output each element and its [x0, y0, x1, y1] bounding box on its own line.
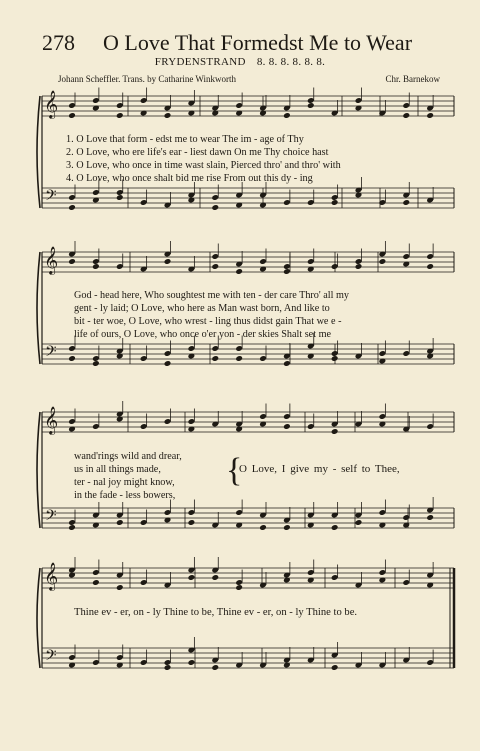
system4-bass-clef-icon: 𝄢: [45, 647, 57, 668]
system2-bass-note: [211, 355, 219, 362]
system2-bass-note: [283, 360, 291, 367]
system1-verse3: 3. O Love, who once in time wast slain, Pierced thro' and thro' with: [66, 160, 341, 171]
system2-bass-note: [164, 360, 172, 367]
system2-verse1: God - head here, Who soughtest me with ten - der care Thro' all my: [74, 290, 350, 301]
system4-line: Thine ev - er, on - ly Thine to be, Thine ev - er, on - ly Thine to be.: [74, 607, 358, 618]
system2-bass-note: [235, 355, 243, 362]
system2-treble-note: [68, 258, 76, 265]
system3-bass-note: [188, 519, 196, 526]
system4-treble-note: [188, 574, 196, 581]
refrain-line: O Love, I give my - self to Thee,: [239, 463, 400, 475]
system1-bass-note: [116, 194, 124, 201]
system1-treble-note: [402, 112, 410, 119]
system3-bass-note: [116, 519, 124, 526]
system2-treble-note: [355, 263, 363, 270]
system3-bass-clef-icon: 𝄢: [45, 507, 57, 528]
system3-verse1: wand'rings wild and drear,: [74, 451, 182, 462]
system3-treble-note: [331, 428, 339, 435]
tune-name: FRYDENSTRAND: [154, 56, 246, 68]
system4-bass-note: [211, 664, 219, 671]
system1-treble-note: [283, 112, 291, 119]
system3-verse3: ter - nal joy might know,: [74, 477, 175, 488]
system2-bass-note: [68, 355, 76, 362]
refrain-brace: {: [226, 452, 243, 489]
system2-treble-note: [235, 268, 243, 275]
system2-treble-note: [379, 258, 387, 265]
system1-treble-note: [164, 112, 172, 119]
system2-verse4: life of ours, O Love, who once o'er yon - der skies Shalt set me: [74, 329, 332, 340]
system1-bass-note: [402, 199, 410, 206]
system3-bass-note: [426, 514, 434, 521]
system1-treble-note: [116, 112, 124, 119]
system3-treble-note: [283, 423, 291, 430]
system2-bass-note: [331, 355, 339, 362]
system1-brace: [37, 96, 40, 208]
system3-bass-note: [331, 524, 339, 531]
system1-verse1: 1. O Love that form - edst me to wear The im - age of Thy: [66, 134, 304, 145]
system2-treble-note: [164, 258, 172, 265]
system3-treble-clef-icon: 𝄞: [44, 406, 59, 434]
system2-brace: [37, 252, 40, 364]
system4-brace: [37, 568, 40, 668]
system4-treble-clef-icon: 𝄞: [44, 562, 59, 590]
system1-bass-note: [68, 204, 76, 211]
system2-treble-clef-icon: 𝄞: [44, 246, 59, 274]
system3-bass-note: [283, 524, 291, 531]
system3-bass-note: [68, 524, 76, 531]
system2-bass-note: [92, 360, 100, 367]
system4-bass-note: [188, 659, 196, 666]
system4-treble-note: [92, 579, 100, 586]
system1-treble-note: [426, 112, 434, 119]
author-credit: Johann Scheffler. Trans. by Catharine Winkworth: [58, 74, 237, 84]
system1-verse2: 2. O Love, who ere life's ear - liest dawn On me Thy choice hast: [66, 147, 329, 158]
system1-verse4: 4. O Love, who once shalt bid me rise From out this dy - ing: [66, 173, 313, 184]
system1-bass-note: [331, 199, 339, 206]
system2-treble-note: [211, 263, 219, 270]
system4-bass-note: [331, 664, 339, 671]
system4-treble-note: [235, 584, 243, 591]
system3-verse4: in the fade - less bowers,: [74, 490, 176, 501]
system3-bass-note: [259, 524, 267, 531]
system2-treble-note: [426, 263, 434, 270]
hymn-number: 278: [42, 30, 75, 55]
system1-treble-note: [68, 112, 76, 119]
system2-verse3: bit - ter woe, O Love, who wrest - ling thus didst gain That we e -: [74, 316, 342, 327]
system2-treble-note: [92, 263, 100, 270]
composer-credit: Chr. Barnekow: [385, 74, 440, 84]
system1-bass-clef-icon: 𝄢: [45, 187, 57, 208]
system4-bass-note: [164, 664, 172, 671]
meter: 8. 8. 8. 8. 8. 8.: [256, 56, 326, 68]
system1-bass-note: [211, 204, 219, 211]
system2-treble-note: [283, 268, 291, 275]
system2-verse2: gent - ly laid; O Love, who here as Man wast born, And like to: [74, 303, 330, 314]
hymn-title: O Love That Formedst Me to Wear: [103, 30, 413, 55]
system1-treble-note: [307, 102, 315, 109]
system2-bass-clef-icon: 𝄢: [45, 343, 57, 364]
system4-treble-note: [211, 574, 219, 581]
system3-bass-note: [355, 519, 363, 526]
system3-brace: [37, 412, 40, 528]
system1-treble-clef-icon: 𝄞: [44, 90, 59, 118]
system3-verse2: us in all things made,: [74, 464, 161, 475]
system4-treble-note: [116, 584, 124, 591]
